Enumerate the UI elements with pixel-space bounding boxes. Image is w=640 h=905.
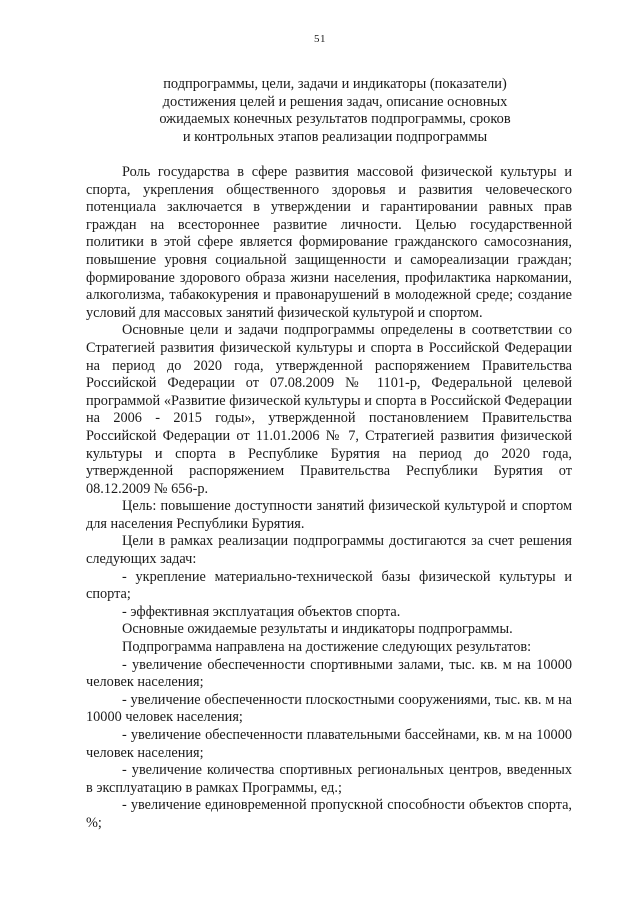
- section-heading: [90, 76, 580, 146]
- list-item-result: - увеличение обеспеченности плавательными бассейнами, кв. м на 10000 человек населения;: [86, 727, 572, 761]
- heading-line: и контрольных этапов реализации подпрограммы: [182, 128, 488, 145]
- heading-line: ожидаемых конечных результатов подпрограммы, сроков: [159, 111, 511, 127]
- page-number: 51: [314, 33, 326, 45]
- list-item-task: - укрепление материально-технической базы физической культуры и спорта;: [86, 568, 572, 603]
- list-item-result: - увеличение обеспеченности спортивными залами, тыс. кв. м на 10000 человек населения;: [86, 656, 572, 691]
- list-item-result: - увеличение обеспеченности плоскостными сооружениями, тыс. кв. м на 10000 человек населения;: [86, 691, 572, 726]
- paragraph-tasks-intro: Цели в рамках реализации подпрограммы достигаются за счет решения следующих задач:: [86, 533, 572, 568]
- paragraph-results-heading: Основные ожидаемые результаты и индикаторы подпрограммы.: [122, 621, 513, 638]
- heading-line: подпрограммы, цели, задачи и индикаторы (показатели): [163, 76, 507, 92]
- list-item-task: - эффективная эксплуатация объектов спорта.: [122, 603, 401, 620]
- paragraph-results-intro: Подпрограмма направлена на достижение следующих результатов:: [122, 639, 532, 656]
- list-item-result: - увеличение единовременной пропускной способности объектов спорта, %;: [86, 797, 572, 831]
- list-item-result: - увеличение количества спортивных региональных центров, введенных в эксплуатацию в рамках Программы, ед.;: [86, 762, 572, 796]
- paragraph-goal: Цель: повышение доступности занятий физической культурой и спортом для населения Республики Бурятия.: [86, 498, 572, 532]
- paragraph-state-role: Роль государства в сфере развития массовой физической культуры и спорта, укрепления общественного здоровья и развития человеческого потенциала заключается в утверждении и гарантировании равных прав граждан на всестороннее развитие личности. Целью государственной политики в этой сфере является формирование гражданского самосознания, повышение уровня социальной защищенности и самореализации граждан; формирование здорового образа жизни населения, профилактика наркомании, алкоголизма, табакокурения и правонарушений в молодежной среде; создание условий для массовых занятий физической культурой и спортом.: [86, 164, 572, 321]
- heading-line: достижения целей и решения задач, описание основных: [162, 93, 508, 110]
- paragraph-goals-basis: Основные цели и задачи подпрограммы определены в соответствии со Стратегией развития физической культуры и спорта в Российской Федерации на период до 2020 года, утвержденной распоряжением Правительства Российской Федерации от 07.08.2009 № 1101-р, Федеральной целевой программой «Развитие физической культуры и спорта в Российской Федерации на 2006 - 2015 годы», утвержденной постановлением Правительства Российской Федерации от 11.01.2006 № 7, Стратегией развития физической культуры и спорта в Республике Бурятия на период до 2020 года, утвержденной распоряжением Правительства Республики Бурятия от 08.12.2009 № 656-р.: [86, 322, 572, 497]
- document-body: [86, 164, 572, 833]
